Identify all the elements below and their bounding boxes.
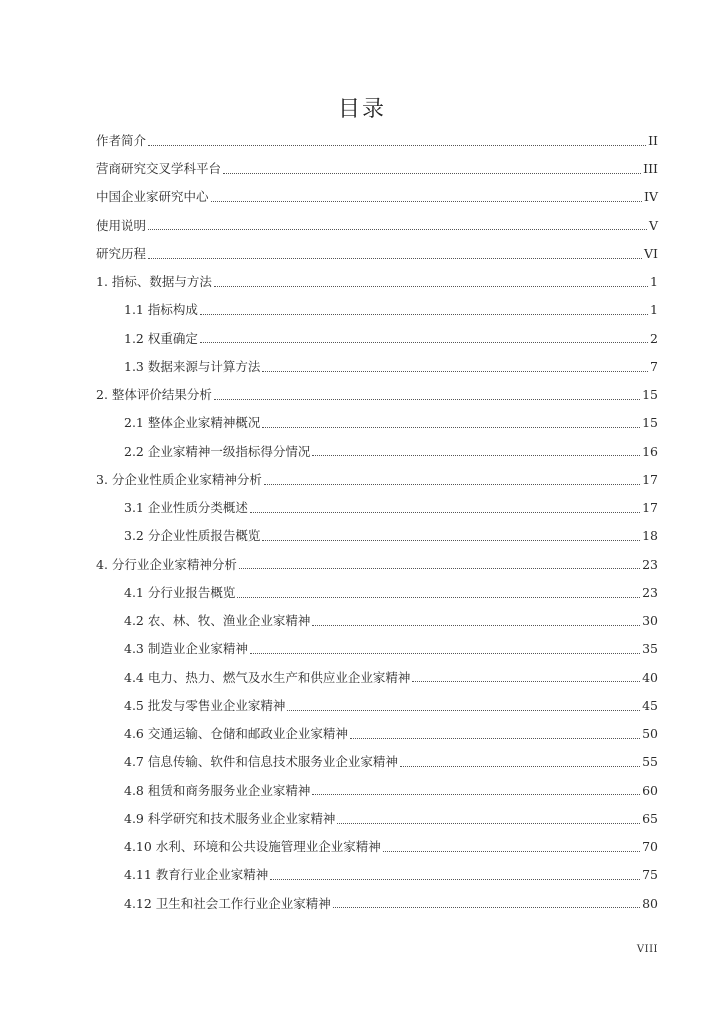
toc-entry-page: 60 bbox=[642, 782, 658, 798]
toc-entry-title: 3.1 企业性质分类概述 bbox=[124, 500, 248, 516]
toc-entry-page: 17 bbox=[642, 500, 658, 516]
toc-entry-title: 3. 分企业性质企业家精神分析 bbox=[96, 471, 262, 487]
toc-entry[interactable] bbox=[96, 862, 658, 890]
toc-dot-leader bbox=[237, 597, 640, 598]
toc-entry-title: 4.7 信息传输、软件和信息技术服务业企业家精神 bbox=[124, 754, 398, 770]
toc-entry[interactable] bbox=[96, 438, 658, 466]
toc-entry[interactable] bbox=[96, 664, 658, 692]
toc-entry-page: 45 bbox=[642, 697, 658, 713]
toc-entry-page: VI bbox=[644, 245, 658, 261]
toc-entry[interactable] bbox=[96, 692, 658, 720]
toc-entry[interactable] bbox=[96, 410, 658, 438]
toc-entry-page: 23 bbox=[642, 556, 658, 572]
toc-dot-leader bbox=[400, 766, 640, 767]
toc-entry[interactable] bbox=[96, 720, 658, 748]
toc-dot-leader bbox=[200, 314, 648, 315]
toc-entry-title: 使用说明 bbox=[96, 217, 147, 233]
toc-dot-leader bbox=[270, 879, 640, 880]
page-number: VIII bbox=[636, 944, 658, 955]
toc-entry[interactable] bbox=[96, 466, 658, 494]
toc-entry-page: II bbox=[648, 132, 658, 148]
toc-dot-leader bbox=[312, 625, 640, 626]
toc-entry[interactable] bbox=[96, 212, 658, 240]
toc-dot-leader bbox=[262, 371, 648, 372]
toc-entry[interactable] bbox=[96, 155, 658, 183]
toc-entry-page: V bbox=[648, 217, 658, 233]
toc-entry-page: 35 bbox=[642, 641, 658, 657]
toc-entry[interactable] bbox=[96, 353, 658, 381]
toc-entry-title: 4.5 批发与零售业企业家精神 bbox=[124, 697, 286, 713]
toc-entry[interactable] bbox=[96, 523, 658, 551]
toc-entry-title: 4.6 交通运输、仓储和邮政业企业家精神 bbox=[124, 726, 348, 742]
toc-entry-title: 4. 分行业企业家精神分析 bbox=[96, 556, 237, 572]
toc-entry-page: 15 bbox=[642, 387, 658, 403]
toc-entry-page: III bbox=[643, 161, 658, 177]
table-of-contents bbox=[96, 127, 658, 918]
toc-entry[interactable] bbox=[96, 325, 658, 353]
toc-entry[interactable] bbox=[96, 268, 658, 296]
toc-dot-leader bbox=[148, 145, 646, 146]
toc-entry-page: 7 bbox=[650, 358, 658, 374]
toc-entry-page: 16 bbox=[642, 443, 658, 459]
toc-dot-leader bbox=[200, 342, 648, 343]
toc-entry[interactable] bbox=[96, 777, 658, 805]
toc-dot-leader bbox=[250, 512, 640, 513]
toc-entry-page: 70 bbox=[642, 839, 658, 855]
toc-entry-title: 1.3 数据来源与计算方法 bbox=[124, 358, 261, 374]
toc-entry-page: IV bbox=[644, 189, 658, 205]
toc-entry[interactable] bbox=[96, 240, 658, 268]
toc-entry[interactable] bbox=[96, 749, 658, 777]
toc-entry-page: 55 bbox=[642, 754, 658, 770]
toc-entry-title: 1.1 指标构成 bbox=[124, 302, 198, 318]
toc-entry[interactable] bbox=[96, 607, 658, 635]
toc-entry-page: 80 bbox=[642, 895, 658, 911]
toc-entry-page: 15 bbox=[642, 415, 658, 431]
toc-entry-title: 4.3 制造业企业家精神 bbox=[124, 641, 248, 657]
toc-entry[interactable] bbox=[96, 127, 658, 155]
toc-entry-page: 40 bbox=[642, 669, 658, 685]
toc-entry-title: 4.12 卫生和社会工作行业企业家精神 bbox=[124, 895, 331, 911]
toc-entry-title: 1.2 权重确定 bbox=[124, 330, 198, 346]
toc-dot-leader bbox=[223, 173, 641, 174]
toc-dot-leader bbox=[262, 540, 640, 541]
page-title: 目录 bbox=[337, 97, 386, 122]
toc-dot-leader bbox=[312, 455, 640, 456]
toc-dot-leader bbox=[250, 653, 640, 654]
toc-entry[interactable] bbox=[96, 636, 658, 664]
toc-entry-title: 4.9 科学研究和技术服务业企业家精神 bbox=[124, 810, 336, 826]
toc-dot-leader bbox=[264, 484, 640, 485]
toc-entry[interactable] bbox=[96, 805, 658, 833]
toc-entry[interactable] bbox=[96, 494, 658, 522]
toc-entry-title: 营商研究交叉学科平台 bbox=[96, 161, 222, 177]
toc-entry-page: 65 bbox=[642, 810, 658, 826]
toc-dot-leader bbox=[287, 710, 640, 711]
toc-entry[interactable] bbox=[96, 184, 658, 212]
toc-entry-title: 4.1 分行业报告概览 bbox=[124, 584, 236, 600]
toc-entry-page: 30 bbox=[642, 613, 658, 629]
toc-entry-title: 2. 整体评价结果分析 bbox=[96, 387, 212, 403]
toc-entry-title: 4.4 电力、热力、燃气及水生产和供应业企业家精神 bbox=[124, 669, 411, 685]
toc-dot-leader bbox=[312, 794, 640, 795]
toc-dot-leader bbox=[262, 427, 640, 428]
toc-dot-leader bbox=[148, 229, 647, 230]
toc-dot-leader bbox=[214, 286, 648, 287]
toc-dot-leader bbox=[383, 851, 640, 852]
toc-dot-leader bbox=[412, 681, 640, 682]
toc-entry-title: 4.8 租赁和商务服务业企业家精神 bbox=[124, 782, 311, 798]
toc-dot-leader bbox=[211, 201, 643, 202]
toc-dot-leader bbox=[333, 907, 640, 908]
toc-entry-title: 4.2 农、林、牧、渔业企业家精神 bbox=[124, 613, 311, 629]
toc-entry-title: 中国企业家研究中心 bbox=[96, 189, 209, 205]
toc-entry-page: 50 bbox=[642, 726, 658, 742]
toc-entry-title: 2.1 整体企业家精神概况 bbox=[124, 415, 261, 431]
toc-entry-title: 4.11 教育行业企业家精神 bbox=[124, 867, 269, 883]
toc-entry[interactable] bbox=[96, 579, 658, 607]
toc-entry-page: 1 bbox=[650, 302, 658, 318]
toc-entry-title: 2.2 企业家精神一级指标得分情况 bbox=[124, 443, 311, 459]
toc-entry-page: 17 bbox=[642, 471, 658, 487]
toc-entry[interactable] bbox=[96, 833, 658, 861]
toc-dot-leader bbox=[148, 258, 642, 259]
toc-entry-page: 23 bbox=[642, 584, 658, 600]
toc-entry[interactable] bbox=[96, 551, 658, 579]
toc-entry-title: 3.2 分企业性质报告概览 bbox=[124, 528, 261, 544]
toc-entry[interactable] bbox=[96, 890, 658, 918]
toc-entry-page: 75 bbox=[642, 867, 658, 883]
toc-dot-leader bbox=[350, 738, 640, 739]
toc-dot-leader bbox=[239, 568, 640, 569]
toc-dot-leader bbox=[337, 823, 640, 824]
toc-entry-page: 18 bbox=[642, 528, 658, 544]
toc-dot-leader bbox=[214, 399, 640, 400]
toc-entry[interactable] bbox=[96, 297, 658, 325]
toc-entry-page: 1 bbox=[650, 274, 658, 290]
toc-entry-page: 2 bbox=[650, 330, 658, 346]
toc-entry-title: 4.10 水利、环境和公共设施管理业企业家精神 bbox=[124, 839, 381, 855]
toc-entry-title: 研究历程 bbox=[96, 245, 147, 261]
toc-entry-title: 作者简介 bbox=[96, 132, 147, 148]
toc-entry-title: 1. 指标、数据与方法 bbox=[96, 274, 212, 290]
toc-entry[interactable] bbox=[96, 381, 658, 409]
